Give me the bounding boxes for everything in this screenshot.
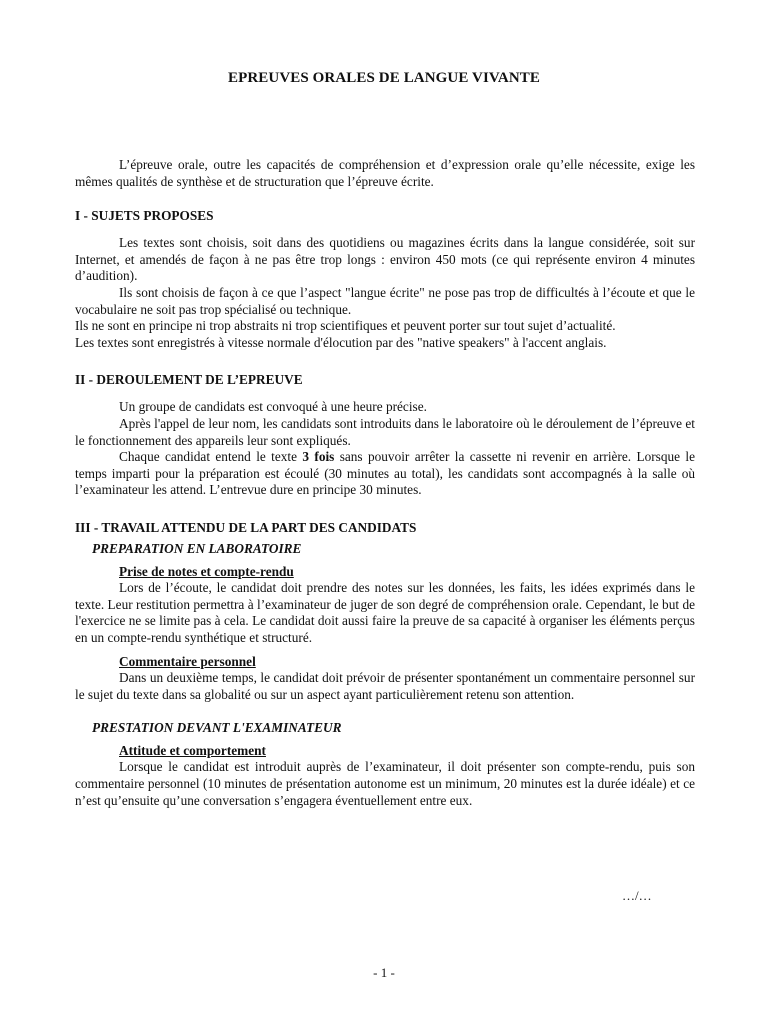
section-1-paragraph-2: Ils sont choisis de façon à ce que l’aspect "langue écrite" ne pose pas trop de difficultés à l’écoute et que le vocabulaire ne soit pas trop spécialisé ou technique. (75, 284, 695, 317)
section-2-p3-bold: 3 fois (302, 449, 335, 465)
section-2-p3-end: sans pouvoir arrêter la cassette ni revenir en arrière. Lorsque le temps imparti pour la préparation est écoulé (30 minutes au total), les candidats sont accompagnés à la salle où l’examinateur les attend. L’entrevue dure en principe 30 minutes. (75, 449, 695, 498)
section-2-p3-start: Chaque candidat entend le texte (119, 449, 303, 465)
subsection-prestation: PRESTATION DEVANT L'EXAMINATEUR (92, 720, 342, 736)
section-1-paragraph-1: Les textes sont choisis, soit dans des quotidiens ou magazines écrits dans la langue considérée, soit sur Internet, et amendés de façon à ne pas être trop longs : environ 450 mots (ce qui représente environ 4 minutes d’audition). (75, 235, 695, 284)
attitude-paragraph: Lorsque le candidat est introduit auprès de l’examinateur, il doit présenter son compte-rendu, puis son commentaire personnel (10 minutes de présentation autonome est un minimum, 20 minutes est la durée idéale) et ce n’est qu’ensuite qu’une conversation s’engagera éventuellement entre eux. (75, 759, 695, 808)
intro-paragraph: L’épreuve orale, outre les capacités de compréhension et d’expression orale qu’elle nécessite, exige les mêmes qualités de synthèse et de structuration que l’épreuve écrite. (75, 157, 695, 189)
prise-de-notes-paragraph: Lors de l’écoute, le candidat doit prendre des notes sur les données, les faits, les idées exprimés dans le texte. Leur restitution permettra à l’examinateur de juger de son degré de compréhension orale. Cependant, le but de l'exercice ne se limite pas à cela. Le candidat doit aussi faire la preuve de sa capacité à organiser les éléments perçus en un compte-rendu synthétique et structuré. (75, 579, 695, 645)
section-1-paragraph-3: Ils ne sont en principe ni trop abstraits ni trop scientifiques et peuvent porter sur tout sujet d’actualité. (75, 318, 616, 334)
commentaire-paragraph: Dans un deuxième temps, le candidat doit prévoir de présenter spontanément un commentaire personnel sur le sujet du texte dans sa globalité ou sur un aspect ayant particulièrement retenu son attention. (75, 670, 695, 702)
subsection-preparation: PREPARATION EN LABORATOIRE (92, 540, 302, 556)
heading-prise-de-notes: Prise de notes et compte-rendu (119, 563, 294, 579)
page-number: - 1 - (373, 965, 395, 980)
section-2-paragraph-2: Après l'appel de leur nom, les candidats sont introduits dans le laboratoire où le déroulement de l’épreuve et le fonctionnement des appareils leur sont expliqués. (75, 415, 695, 448)
section-2-paragraph-3 (75, 449, 695, 499)
section-2-paragraph-1: Un groupe de candidats est convoqué à une heure précise. (119, 399, 427, 415)
section-2-heading: II - DEROULEMENT DE L’EPREUVE (75, 372, 303, 388)
section-3-heading: III - TRAVAIL ATTENDU DE LA PART DES CANDIDATS (75, 519, 417, 535)
heading-attitude: Attitude et comportement (119, 743, 266, 759)
heading-commentaire: Commentaire personnel (119, 654, 256, 670)
document-body (75, 157, 695, 809)
continuation-mark: …/… (622, 888, 652, 903)
section-1-heading: I - SUJETS PROPOSES (75, 208, 214, 224)
section-1-paragraph-4: Les textes sont enregistrés à vitesse normale d'élocution par des "native speakers" à l'accent anglais. (75, 334, 607, 350)
page-title: EPREUVES ORALES DE LANGUE VIVANTE (228, 70, 540, 86)
